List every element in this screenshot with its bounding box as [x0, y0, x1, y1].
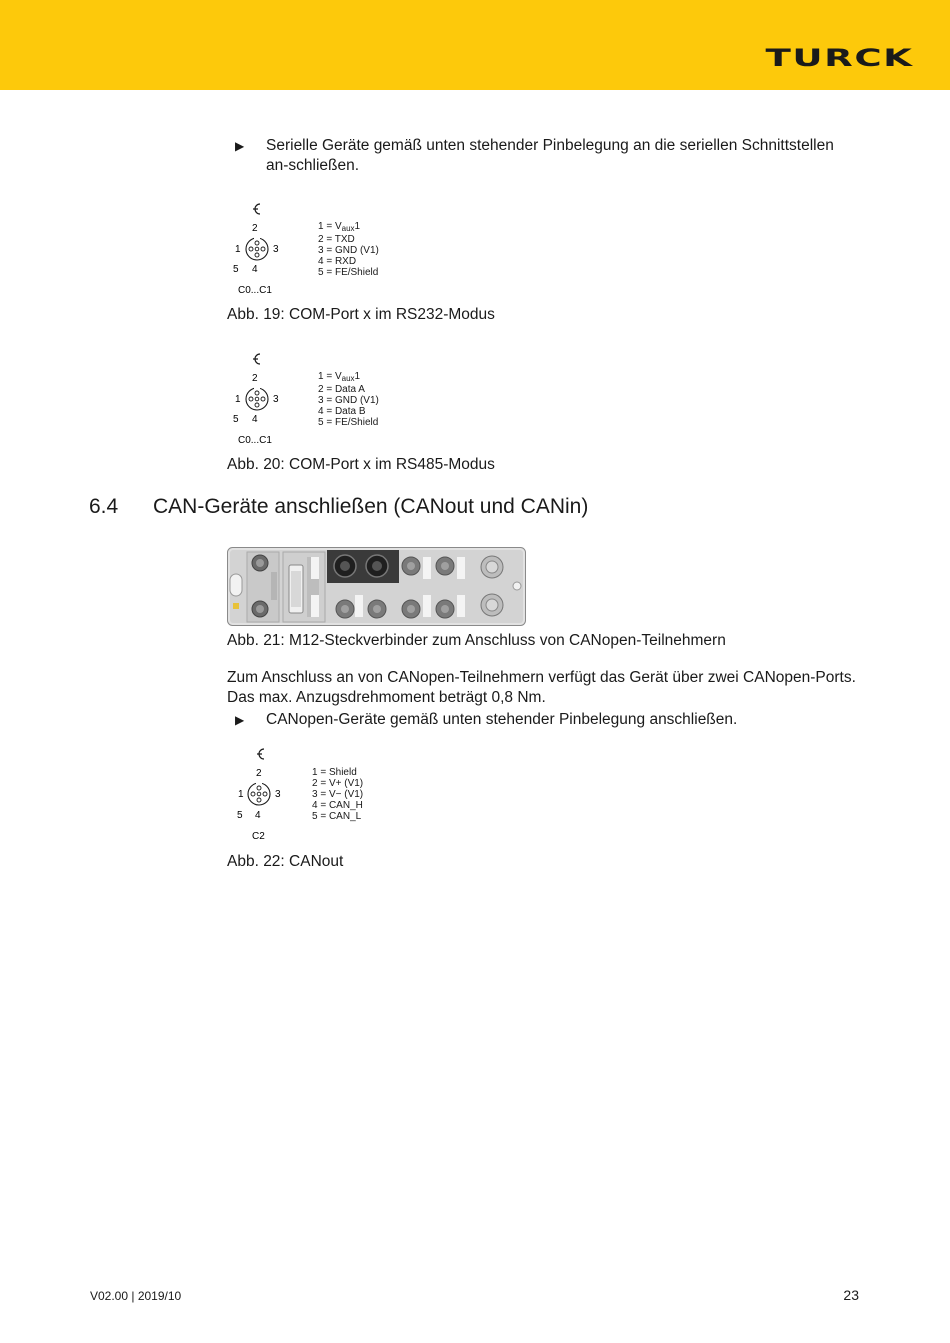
caption-fig20: Abb. 20: COM-Port x im RS485-Modus — [227, 456, 495, 473]
section-heading — [89, 495, 588, 519]
page-number: 23 — [843, 1287, 859, 1303]
pin-1: $1 = V_{aux}1$ — [318, 221, 361, 233]
device-illustration — [227, 547, 527, 627]
pin-num-4: 4 — [252, 414, 258, 425]
pin-2: 2 = TXD — [318, 234, 355, 245]
pin-num-5: 5 — [233, 264, 239, 275]
pin-num-3: 3 — [273, 394, 279, 405]
pin-num-5: 5 — [233, 414, 239, 425]
pin-2: 2 = Data A — [318, 384, 365, 395]
bullet-arrow-icon: ▶ — [235, 139, 245, 153]
pin-list-fig22 — [312, 767, 363, 822]
footer-version: V02.00 | 2019/10 — [90, 1289, 182, 1303]
pin-num-1: 1 — [235, 394, 241, 405]
pin-1: $1 = V_{aux}1$ — [318, 371, 361, 383]
pin-num-2: 2 — [256, 768, 262, 779]
bullet-serial: ▶ Serielle Geräte gemäß unten stehender Pinbelegung an die seriellen Schnittstellen an-schließen. — [235, 137, 834, 174]
pin-num-5: 5 — [237, 810, 243, 821]
pin-num-4: 4 — [252, 264, 258, 275]
pin-num-2: 2 — [252, 373, 258, 384]
caption-fig21: Abb. 21: M12-Steckverbinder zum Anschluss von CANopen-Teilnehmern — [227, 632, 726, 649]
pin-num-1: 1 — [238, 789, 244, 800]
connector-label: C0...C1 — [238, 285, 272, 296]
caption-fig19: Abb. 19: COM-Port x im RS232-Modus — [227, 306, 495, 323]
m12-connector-diagram-fig22 — [234, 745, 294, 845]
pin-5: 5 = FE/Shield — [318, 267, 379, 278]
socket-icon — [253, 204, 260, 214]
socket-icon — [257, 749, 264, 759]
pin-4: 4 = RXD — [318, 256, 357, 267]
pin-4: 4 = Data B — [318, 406, 366, 417]
pin-num-3: 3 — [275, 789, 281, 800]
body-paragraph: Zum Anschluss an von CANopen-Teilnehmern verfügt das Gerät über zwei CANopen-Ports. Das max. Anzugsdrehmoment beträgt 0,8 Nm. — [227, 669, 856, 706]
pin-3: 3 = GND (V1) — [318, 395, 379, 406]
pin-2: 2 = V+ (V1) — [312, 778, 364, 789]
pin-list-fig20 — [318, 371, 379, 428]
pin-5: 5 = FE/Shield — [318, 417, 379, 428]
pin-1: 1 = Shield — [312, 767, 357, 778]
bullet-arrow-icon: ▶ — [235, 713, 245, 727]
caption-fig22: Abb. 22: CANout — [227, 853, 344, 870]
bullet-canopen: ▶ CANopen-Geräte gemäß unten stehender Pinbelegung anschließen. — [235, 711, 738, 728]
pin-list-fig19 — [318, 221, 379, 278]
pin-num-3: 3 — [273, 244, 279, 255]
section-title-text: CAN-Geräte anschließen (CANout und CANin) — [153, 495, 589, 518]
socket-icon — [253, 354, 260, 364]
pin-num-2: 2 — [252, 223, 258, 234]
pin-num-1: 1 — [235, 244, 241, 255]
header-band — [0, 0, 950, 90]
pin-num-4: 4 — [255, 810, 261, 821]
section-number: 6.4 — [89, 495, 119, 518]
connector-label: C0...C1 — [238, 435, 272, 446]
connector-label: C2 — [252, 831, 265, 842]
turck-logo: TURCK — [765, 44, 914, 72]
m12-connector-diagram-fig20 — [230, 350, 290, 450]
m12-connector-diagram-fig19 — [230, 200, 290, 300]
pin-4: 4 = CAN_H — [312, 800, 363, 811]
pin-3: 3 = V− (V1) — [312, 789, 364, 800]
pin-3: 3 = GND (V1) — [318, 245, 379, 256]
pin-5: 5 = CAN_L — [312, 811, 362, 822]
